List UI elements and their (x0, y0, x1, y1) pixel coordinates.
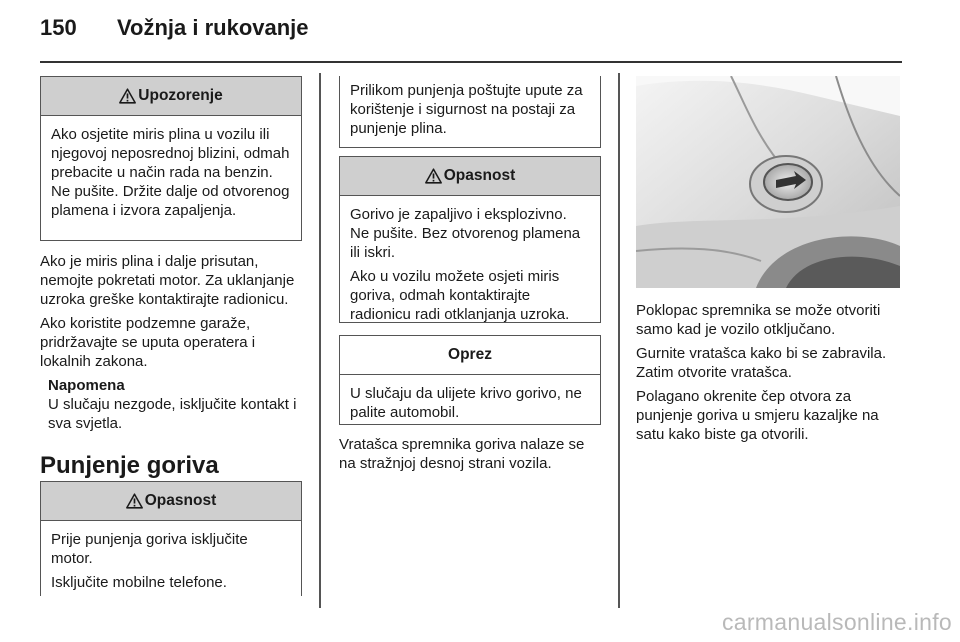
continued-box-body (340, 76, 600, 146)
column-divider-2 (618, 73, 620, 608)
warning-box-title: Upozorenje (138, 87, 223, 104)
column-3-text (636, 301, 906, 444)
paragraph-garages: Ako koristite podzemne garaže, pridržavajte se uputa operatera i lokalnih zakona. (40, 315, 256, 370)
page-number: 150 (40, 15, 77, 40)
caution-box-title: Oprez (448, 346, 492, 363)
column-divider-1 (319, 73, 321, 608)
paragraph-fuel-door-location: Vratašca spremnika goriva nalaze se na stražnjoj desnoj strani vozila. (339, 436, 585, 472)
fuel-filler-cap-photo (636, 76, 900, 288)
danger-box-1-body (41, 521, 301, 600)
danger-box-2 (339, 156, 601, 323)
caution-box-body (340, 375, 600, 430)
warning-box-body (41, 116, 301, 228)
paragraph-gas-smell: Ako je miris plina i dalje prisutan, nemojte pokretati motor. Za uklanjanje uzroka greške kontaktirajte radionicu. (40, 253, 295, 308)
warning-triangle-icon (126, 493, 143, 509)
caution-box-text: U slučaju da ulijete krivo gorivo, ne palite automobil. (350, 385, 582, 421)
danger-box-2-para1: Gorivo je zapaljivo i eksplozivno. Ne pušite. Bez otvorenog plamena ili iskri. (350, 206, 581, 261)
column-2-text (339, 435, 605, 473)
paragraph-turn-cap: Polagano okrenite čep otvora za punjenje goriva u smjeru kazaljke na satu kako biste ga otvorili. (636, 388, 879, 443)
section-heading: Punjenje goriva (40, 452, 219, 479)
danger-box-1-title: Opasnost (144, 492, 217, 509)
warning-triangle-icon (425, 168, 442, 184)
danger-box-2-title: Opasnost (443, 167, 516, 184)
danger-box-2-header (340, 157, 600, 196)
warning-box (40, 76, 302, 241)
warning-box-header (41, 77, 301, 116)
danger-box-1-para2: Isključite mobilne telefone. (51, 574, 227, 591)
note-text: U slučaju nezgode, isključite kontakt i sva svjetla. (48, 396, 297, 432)
header-rule (40, 61, 902, 63)
caution-box-header (340, 336, 600, 375)
continued-box-text: Prilikom punjenja poštujte upute za korištenje i sigurnost na postaji za punjenje plina. (350, 82, 583, 137)
continued-box (339, 76, 601, 148)
note-block (48, 376, 302, 433)
danger-box-2-para2: Ako u vozilu možete osjeti miris goriva, odmah kontaktirajte radionicu radi otklanjanja uzroka. (350, 268, 570, 323)
column-1-text (40, 252, 302, 433)
danger-box-2-body (340, 196, 600, 332)
warning-box-text: Ako osjetite miris plina u vozilu ili njegovoj neposrednoj blizini, odmah prebacite u način rada na benzin. Ne pušite. Držite dalje od otvorenog plamena i izvora zapaljenja. (51, 126, 290, 219)
caution-box (339, 335, 601, 425)
danger-box-1 (40, 481, 302, 596)
danger-box-1-header (41, 482, 301, 521)
note-label: Napomena (48, 377, 125, 394)
danger-box-1-para1: Prije punjenja goriva isključite motor. (51, 531, 248, 567)
paragraph-push-door: Gurnite vratašca kako bi se zabravila. Zatim otvorite vratašca. (636, 345, 887, 381)
warning-triangle-icon (119, 88, 136, 104)
page-title: Vožnja i rukovanje (117, 15, 309, 40)
paragraph-unlock: Poklopac spremnika se može otvoriti samo kad je vozilo otključano. (636, 302, 881, 338)
watermark: carmanualsonline.info (721, 609, 952, 635)
